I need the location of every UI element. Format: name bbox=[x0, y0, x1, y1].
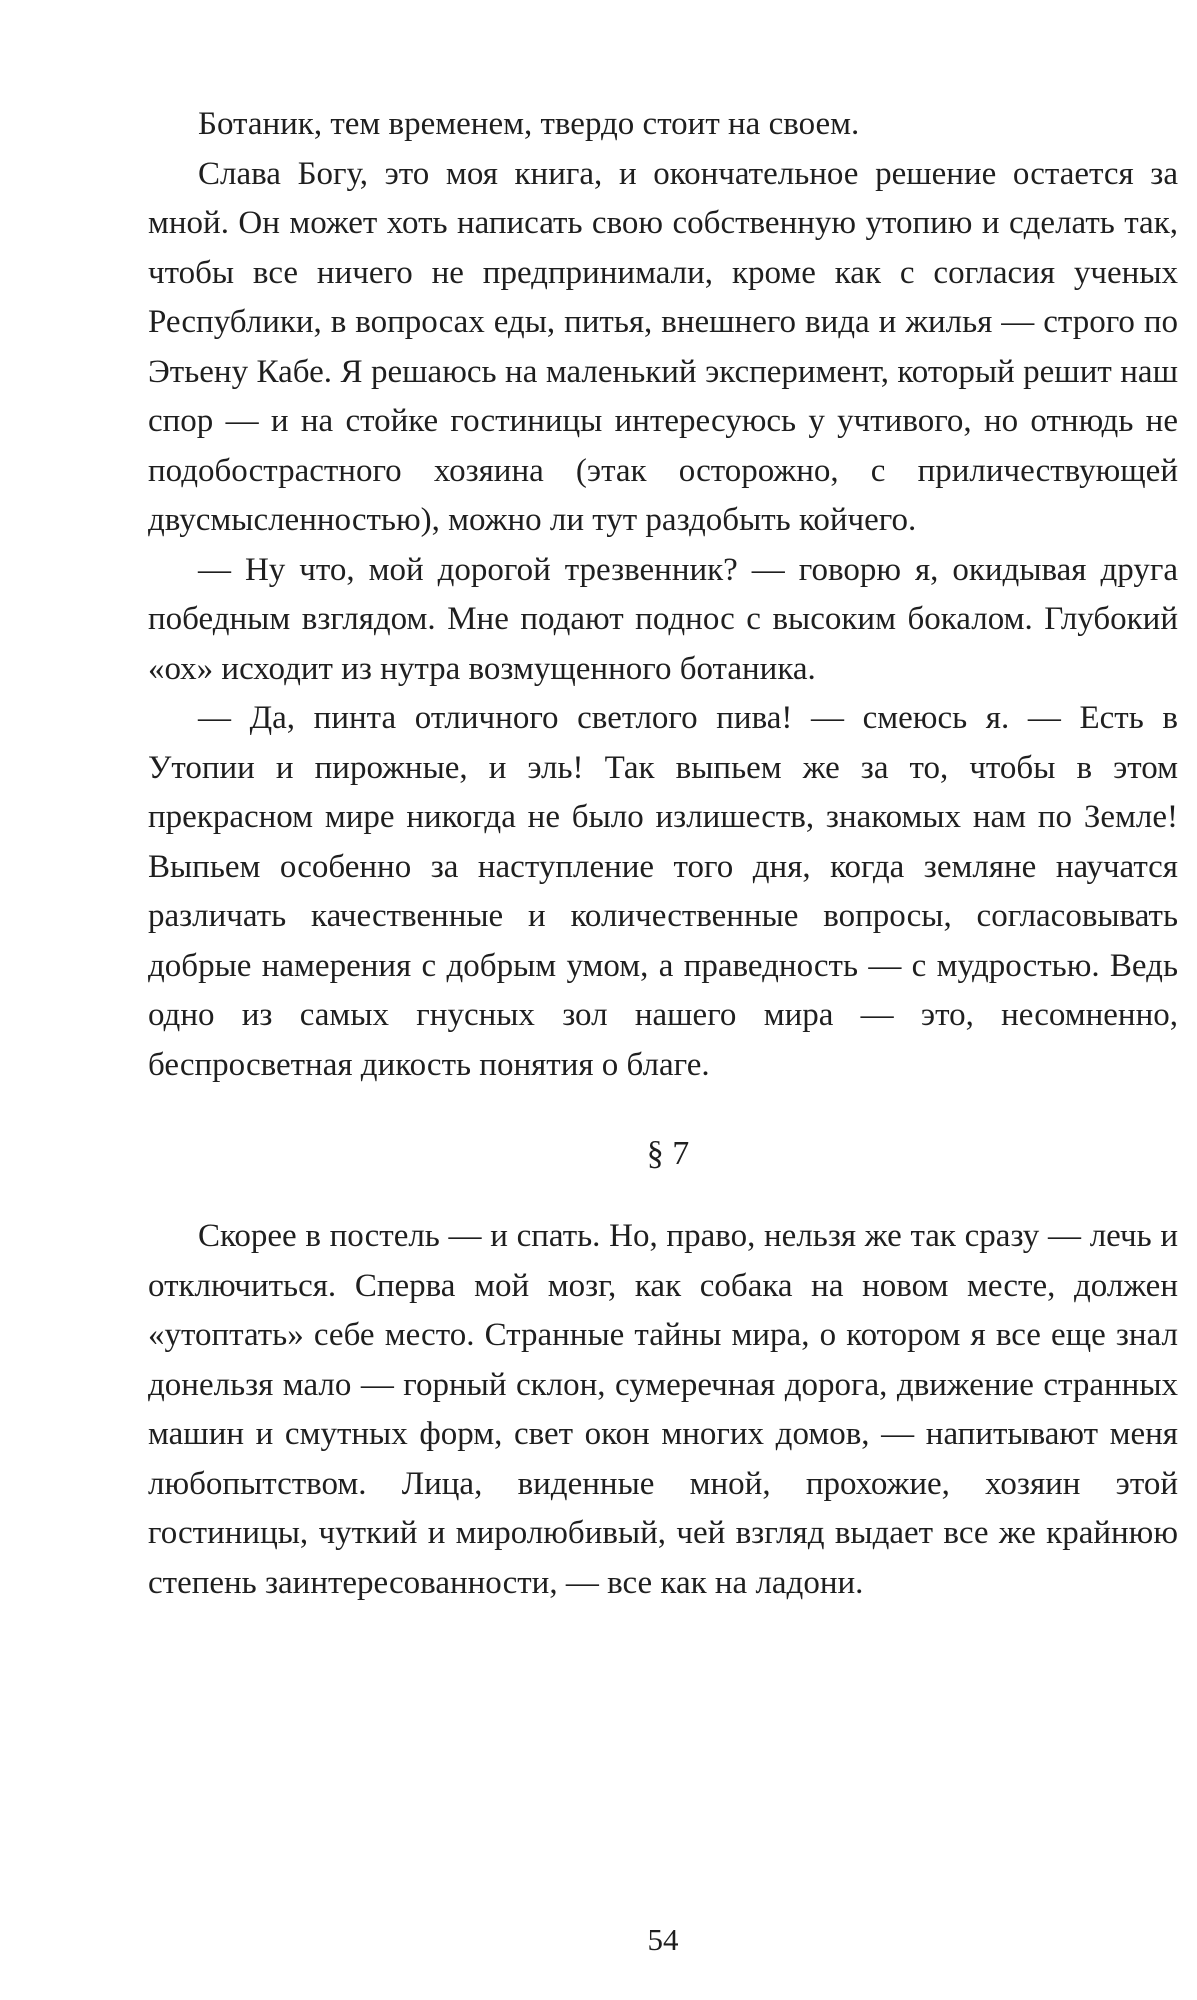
page-number: 54 bbox=[647, 1922, 679, 1957]
paragraph: Слава Богу, это моя книга, и окончательное решение остается за мной. Он может хоть написать свою собственную утопию и сделать так, чтобы все ничего не предпринимали, кроме как с согласия ученых Республики, в вопросах еды, питья, внешнего вида и жилья — строго по Этьену Кабе. Я решаюсь на маленький эксперимент, который решит наш спор — и на стойке гостиницы интересуюсь у учтивого, но отнюдь не подобострастного хозяина (этак осторожно, с приличествующей двусмысленностью), можно ли тут раздобыть койчего. bbox=[148, 155, 1178, 538]
paragraph: — Ну что, мой дорогой трезвенник? — говорю я, окидывая друга победным взглядом. Мне подают поднос с высоким бокалом. Глубокий «ох» исходит из нутра возмущенного ботаника. bbox=[148, 551, 1178, 687]
section-heading: § 7 bbox=[646, 1135, 690, 1172]
book-page bbox=[148, 100, 1178, 1960]
paragraph: Ботаник, тем временем, твердо стоит на своем. bbox=[198, 106, 860, 142]
paragraph: — Да, пинта отличного светлого пива! — смеюсь я. — Есть в Утопии и пирожные, и эль! Так выпьем же за то, чтобы в этом прекрасном мире никогда не было излишеств, знакомых нам по Земле! Выпьем особенно за наступление того дня, когда земляне научатся различать качественные и количественные вопросы, согласовывать добрые намерения с добрым умом, а праведность — с мудростью. Ведь одно из самых гнусных зол нашего мира — это, несомненно, беспросветная дикость понятия о благе. bbox=[148, 700, 1178, 1083]
paragraph: Скорее в постель — и спать. Но, право, нельзя же так сразу — лечь и отключиться. Сперва мой мозг, как собака на новом месте, должен «утоптать» себе место. Странные тайны мира, о котором я все еще знал донельзя мало — горный склон, сумеречная дорога, движение странных машин и смутных форм, свет окон многих домов, — напитывают меня любопытством. Лица, виденные мной, прохожие, хозяин этой гостиницы, чуткий и миролюбивый, чей взгляд выдает все же крайнюю степень заинтересованности, — все как на ладони. bbox=[148, 1218, 1178, 1601]
